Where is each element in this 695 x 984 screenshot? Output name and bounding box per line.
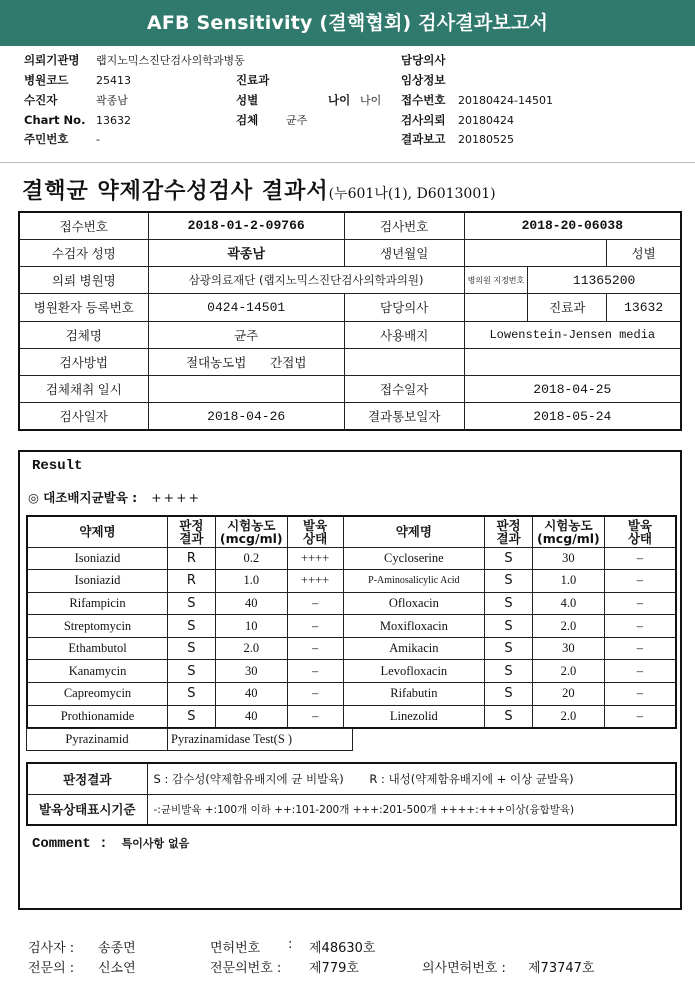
reg-no-cell-label: 병원환자 등록번호 [19,294,148,321]
drug-concentration: 1.0 [215,570,287,593]
specimen-cell: 균주 [148,321,344,348]
drug-row [27,570,676,593]
control-growth-label: ◎ 대조배지균발육 : [28,490,138,505]
sex-label: 성별 [236,93,259,107]
collect-cell [148,376,344,403]
chart-no-label: Chart No. [24,113,86,127]
drug-concentration: 1.0 [532,570,604,593]
drug-concentration: 30 [532,637,604,660]
drug-table-header-cell: 발육 상태 [287,516,343,547]
attending-doctor-label: 담당의사 [401,53,446,67]
pyrazinamid-result: Pyrazinamidase Test(S ) [168,729,353,751]
designated-cell-label: 병의원 지정번호 [464,267,528,294]
drug-growth: – [287,615,343,638]
drug-table-header-cell: 약제명 [27,516,168,547]
reception-no-cell: 2018-01-2-09766 [148,212,344,239]
drug-result: S [485,637,533,660]
clinical-info-label: 임상정보 [401,73,446,87]
control-growth [28,488,201,506]
tested-cell: 2018-04-26 [148,403,344,430]
drug-growth: – [604,683,676,706]
dept-cell: 13632 [607,294,681,321]
footer-spec-no: 제779호 [309,961,359,976]
drug-name: Streptomycin [27,615,168,638]
drug-concentration: 20 [532,683,604,706]
hospital-code-value: 25413 [96,74,131,87]
specimen-label: 검체 [236,113,259,127]
drug-row [27,592,676,615]
drug-row [27,660,676,683]
received-cell: 2018-04-25 [464,376,681,403]
dept-cell-label: 진료과 [528,294,607,321]
age-label: 나이 [328,93,351,107]
drug-result: S [168,615,216,638]
drug-growth: – [287,705,343,728]
header-block [0,52,695,152]
drug-table-header-cell: 시험농도 (mcg/ml) [215,516,287,547]
drug-growth: – [604,592,676,615]
footer-license-sep: : [288,937,293,952]
sex-cell-label: 성별 [607,239,681,266]
dob-cell-label: 생년월일 [344,239,464,266]
growth-legend: -:균비발육 +:100개 이하 ++:101-200개 +++:201-500개 ++++:+++이상(융합발육) [147,794,676,825]
resident-no-label: 주민번호 [24,132,69,146]
drug-result: S [168,705,216,728]
age-value: 나이 [360,94,382,107]
reception-no-value: 20180424-14501 [458,94,553,107]
drug-table-header-cell: 약제명 [343,516,485,547]
drug-name: Isoniazid [27,570,168,593]
test-no-cell: 2018-20-06038 [464,212,681,239]
drug-table-header-cell: 판정 결과 [168,516,216,547]
drug-concentration: 2.0 [215,637,287,660]
drug-susceptibility-table [26,515,677,729]
drug-name: Levofloxacin [343,660,485,683]
footer-specialist-label: 전문의 : [28,961,75,976]
method-cell-label: 검사방법 [19,348,148,375]
drug-row [27,547,676,570]
method-absolute: 절대농도법 [185,354,247,370]
drug-table-body [27,547,676,728]
drug-result: R [168,570,216,593]
request-date-label: 검사의뢰 [401,113,446,127]
hospital-cell: 삼광의료재단 (랩지노믹스진단검사의학과의원) [148,267,464,294]
drug-table-header-cell: 시험농도 (mcg/ml) [532,516,604,547]
patient-cell-label: 수검자 성명 [19,239,148,266]
drug-name: Ethambutol [27,637,168,660]
test-no-cell-label: 검사번호 [344,212,464,239]
footer-doctor-no-label: 의사면허번호 : [422,961,506,976]
drug-row [27,705,676,728]
drug-growth: – [604,705,676,728]
hospital-code-label: 병원코드 [24,73,69,87]
report-title [22,174,496,205]
footer-tester-label: 검사자 : [28,941,75,956]
result-report-value: 20180525 [458,133,514,146]
department-label: 진료과 [236,73,270,87]
control-growth-value: ++++ [151,490,202,505]
drug-result: R [168,547,216,570]
drug-concentration: 2.0 [532,660,604,683]
drug-concentration: 2.0 [532,705,604,728]
drug-concentration: 40 [215,592,287,615]
drug-concentration: 2.0 [532,615,604,638]
doctor-cell [464,294,528,321]
drug-result: S [168,592,216,615]
footer-license: 제48630호 [309,941,376,956]
requesting-org-label: 의뢰기관명 [24,53,80,67]
drug-name: Ofloxacin [343,592,485,615]
drug-result: S [485,683,533,706]
comment-value: 특이사항 없음 [121,837,190,850]
comment [32,835,189,852]
requesting-org-value: 랩지노믹스진단검사의학과병동 [96,54,245,67]
judge-legend [147,763,676,794]
result-report-label: 결과보고 [401,132,446,146]
result-label: Result [32,458,83,474]
drug-growth: – [287,660,343,683]
drug-concentration: 30 [532,547,604,570]
doctor-cell-label: 담당의사 [344,294,464,321]
drug-growth: – [287,683,343,706]
divider [0,162,695,163]
drug-growth: – [604,637,676,660]
tested-cell-label: 검사일자 [19,403,148,430]
drug-name: Rifabutin [343,683,485,706]
drug-concentration: 40 [215,705,287,728]
specimen-info-table [18,211,682,431]
drug-concentration: 40 [215,683,287,706]
drug-concentration: 30 [215,660,287,683]
drug-growth: – [287,637,343,660]
growth-legend-label: 발육상태표시기준 [27,794,147,825]
patient-value: 곽종남 [96,94,128,107]
drug-row [27,637,676,660]
drug-growth: ++++ [287,547,343,570]
drug-name: Amikacin [343,637,485,660]
footer-doctor-no: 제73747호 [528,961,595,976]
method-cell [148,348,344,375]
drug-name: Isoniazid [27,547,168,570]
received-cell-label: 접수일자 [344,376,464,403]
drug-growth: – [604,615,676,638]
patient-label: 수진자 [24,93,58,107]
drug-table-header-cell: 판정 결과 [485,516,533,547]
drug-result: S [485,705,533,728]
reception-no-cell-label: 접수번호 [19,212,148,239]
judge-legend-r: R : 내성(약제함유배지에 + 이상 균발육) [369,771,574,786]
drug-concentration: 4.0 [532,592,604,615]
comment-label: Comment : [32,836,108,852]
report-banner: AFB Sensitivity (결핵협회) 검사결과보고서 [0,0,695,46]
request-date-value: 20180424 [458,114,514,127]
drug-name: Cycloserine [343,547,485,570]
patient-cell: 곽종남 [148,239,344,266]
drug-concentration: 10 [215,615,287,638]
notified-cell: 2018-05-24 [464,403,681,430]
report-title-text: 결핵균 약제감수성검사 결과서 [22,178,329,204]
drug-name: Prothionamide [27,705,168,728]
drug-growth: – [604,547,676,570]
judge-legend-s: S : 감수성(약제함유배지에 균 비발육) [153,771,344,786]
drug-row [27,615,676,638]
drug-result: S [485,570,533,593]
method-indirect: 간접법 [270,354,307,370]
legend-table [26,762,677,826]
chart-no-value: 13632 [96,114,131,127]
drug-result: S [168,660,216,683]
designated-cell: 11365200 [528,267,681,294]
drug-result: S [168,637,216,660]
footer-spec-no-label: 전문의번호 : [210,961,282,976]
empty-cell [344,348,464,375]
drug-name: Linezolid [343,705,485,728]
specimen-cell-label: 검체명 [19,321,148,348]
judge-legend-label: 판정결과 [27,763,147,794]
pyrazinamid-name: Pyrazinamid [27,729,168,751]
specimen-value: 균주 [286,114,308,127]
footer-specialist: 신소연 [98,961,136,976]
footer-license-label: 면허번호 [210,941,261,956]
reception-no-label: 접수번호 [401,93,446,107]
drug-growth: – [604,570,676,593]
collect-cell-label: 검체채취 일시 [19,376,148,403]
drug-row [27,683,676,706]
drug-growth: – [287,592,343,615]
drug-name: Kanamycin [27,660,168,683]
drug-name: Moxifloxacin [343,615,485,638]
empty-cell [464,348,681,375]
drug-concentration: 0.2 [215,547,287,570]
reg-no-cell: 0424-14501 [148,294,344,321]
drug-result: S [168,683,216,706]
pyrazinamid-row [26,728,353,751]
medium-cell-label: 사용배지 [344,321,464,348]
drug-name: Capreomycin [27,683,168,706]
drug-result: S [485,615,533,638]
hospital-cell-label: 의뢰 병원명 [19,267,148,294]
dob-cell [464,239,607,266]
drug-table-header [27,516,676,547]
drug-result: S [485,592,533,615]
notified-cell-label: 결과통보일자 [344,403,464,430]
medium-cell: Lowenstein-Jensen media [464,321,681,348]
drug-name: P-Aminosalicylic Acid [343,570,485,593]
footer-tester: 송종면 [98,941,136,956]
drug-result: S [485,547,533,570]
drug-name: Rifampicin [27,592,168,615]
drug-table-header-cell: 발육 상태 [604,516,676,547]
resident-no-value: - [96,133,100,146]
report-code: (누601나(1), D6013001) [328,186,496,202]
drug-growth: ++++ [287,570,343,593]
drug-growth: – [604,660,676,683]
drug-result: S [485,660,533,683]
